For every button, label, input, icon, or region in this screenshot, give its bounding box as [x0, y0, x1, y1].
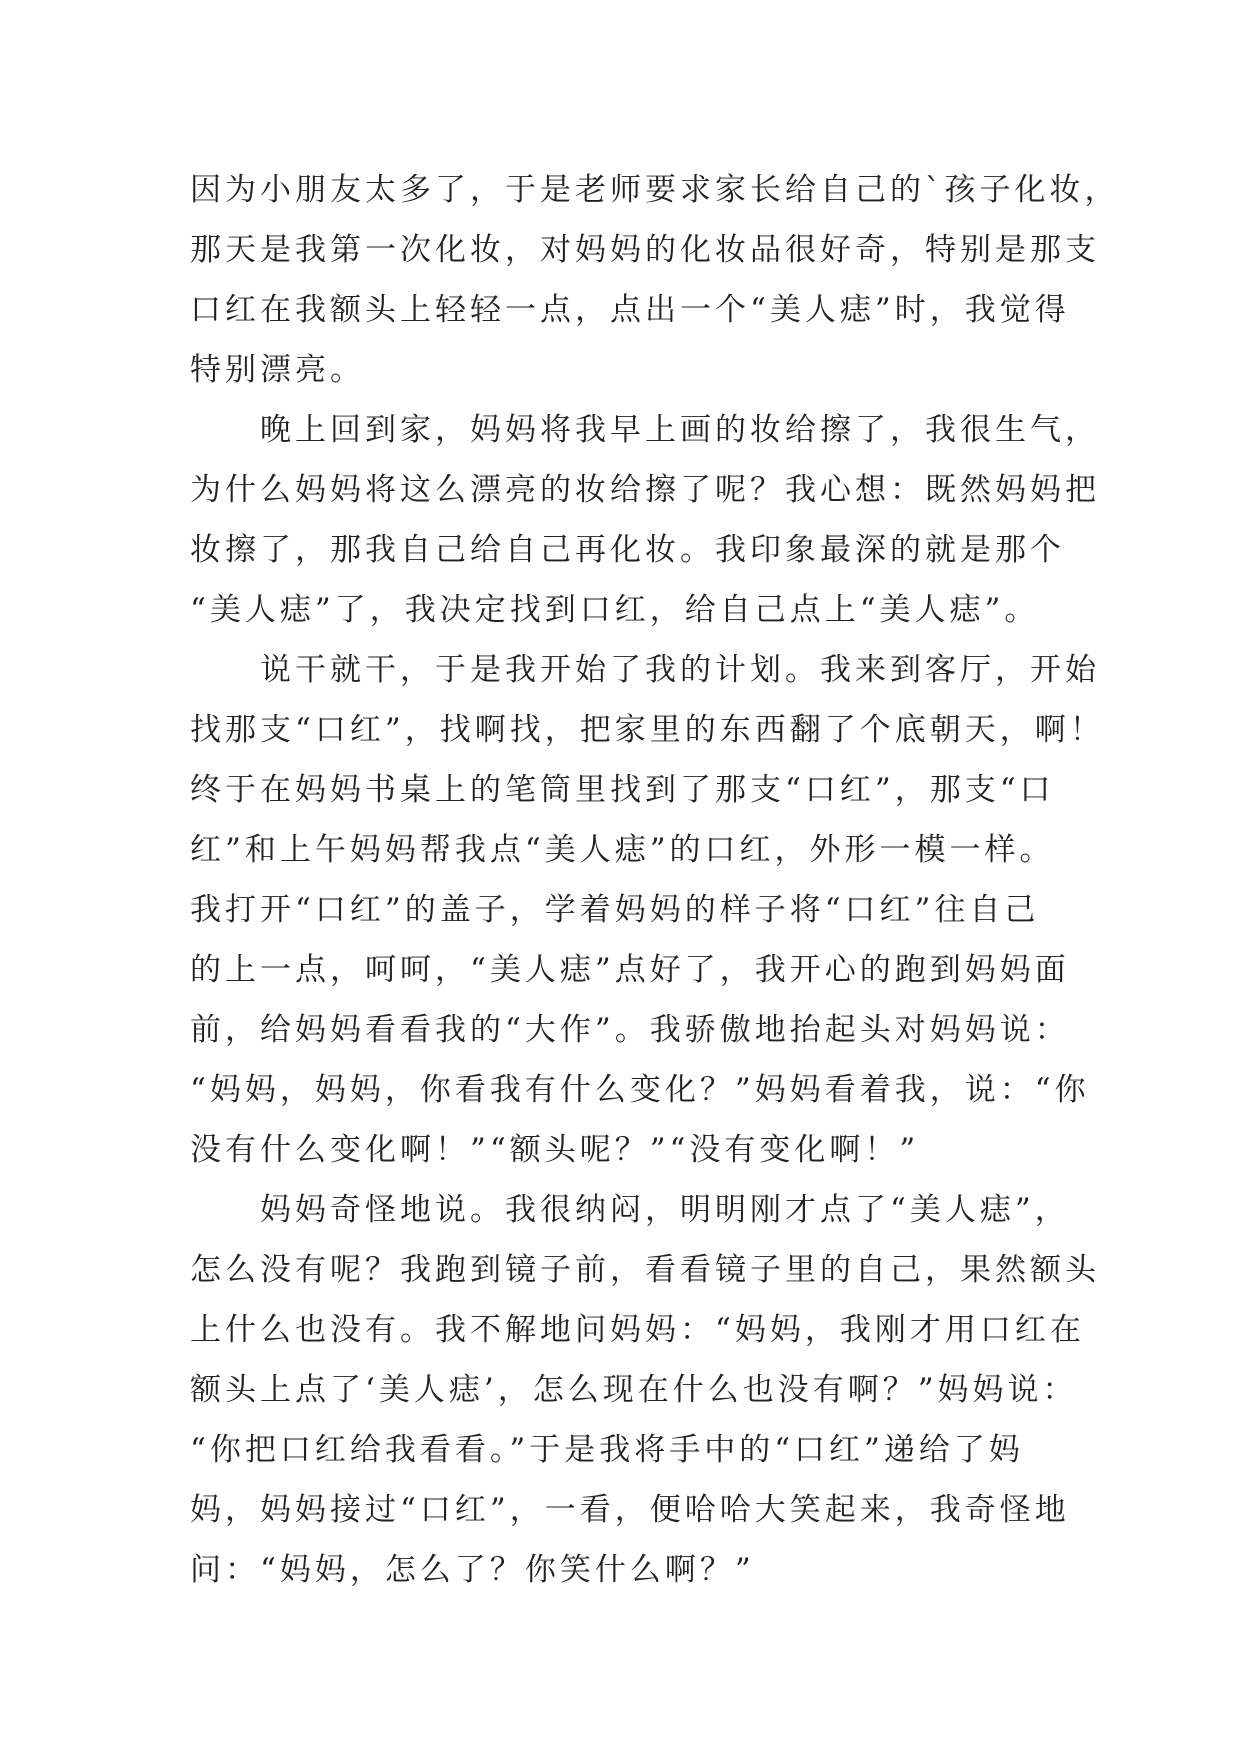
- text-line: 问：“妈妈，怎么了？你笑什么啊？”: [190, 1552, 755, 1588]
- text-line: “妈妈，妈妈，你看我有什么变化？”妈妈看着我，说：“你: [190, 1072, 1090, 1108]
- text-line: 没有什么变化啊！”“额头呢？”“没有变化啊！”: [190, 1132, 920, 1168]
- text-line: 为什么妈妈将这么漂亮的妆给擦了呢？我心想：既然妈妈把: [190, 472, 1100, 508]
- text-line: 怎么没有呢？我跑到镜子前，看看镜子里的自己，果然额头: [190, 1252, 1100, 1288]
- text-line: 额头上点了‘美人痣’，怎么现在什么也没有啊？”妈妈说：: [190, 1372, 1078, 1408]
- paragraph-start-line: 说干就干，于是我开始了我的计划。我来到客厅，开始: [260, 652, 1100, 688]
- text-line: “美人痣”了，我决定找到口红，给自己点上“美人痣”。: [190, 592, 1040, 628]
- text-line: 妆擦了，那我自己给自己再化妆。我印象最深的就是那个: [190, 532, 1065, 568]
- text-line: 因为小朋友太多了，于是老师要求家长给自己的`孩子化妆，: [190, 172, 1120, 208]
- text-line: 终于在妈妈书桌上的笔筒里找到了那支“口红”，那支“口: [190, 772, 1055, 808]
- text-line: 的上一点，呵呵，“美人痣”点好了，我开心的跑到妈妈面: [190, 952, 1070, 988]
- paragraph-start-line: 妈妈奇怪地说。我很纳闷，明明刚才点了“美人痣”，: [260, 1192, 1070, 1228]
- paragraph-start-line: 晚上回到家，妈妈将我早上画的妆给擦了，我很生气，: [260, 412, 1100, 448]
- text-line: 找那支“口红”，找啊找，把家里的东西翻了个底朝天，啊！: [190, 712, 1105, 748]
- text-line: 口红在我额头上轻轻一点，点出一个“美人痣”时，我觉得: [190, 292, 1070, 328]
- text-line: 特别漂亮。: [190, 352, 365, 388]
- body-text: [190, 160, 1120, 1600]
- text-line: 上什么也没有。我不解地问妈妈：“妈妈，我刚才用口红在: [190, 1312, 1085, 1348]
- text-line: 我打开“口红”的盖子，学着妈妈的样子将“口红”往自己: [190, 892, 1040, 928]
- text-line: 前，给妈妈看看我的“大作”。我骄傲地抬起头对妈妈说：: [190, 1012, 1070, 1048]
- text-line: 红”和上午妈妈帮我点“美人痣”的口红，外形一模一样。: [190, 832, 1055, 868]
- text-line: “你把口红给我看看。”于是我将手中的“口红”递给了妈: [190, 1432, 1024, 1468]
- text-line: 妈，妈妈接过“口红”，一看，便哈哈大笑起来，我奇怪地: [190, 1492, 1070, 1528]
- text-line: 那天是我第一次化妆，对妈妈的化妆品很好奇，特别是那支: [190, 232, 1100, 268]
